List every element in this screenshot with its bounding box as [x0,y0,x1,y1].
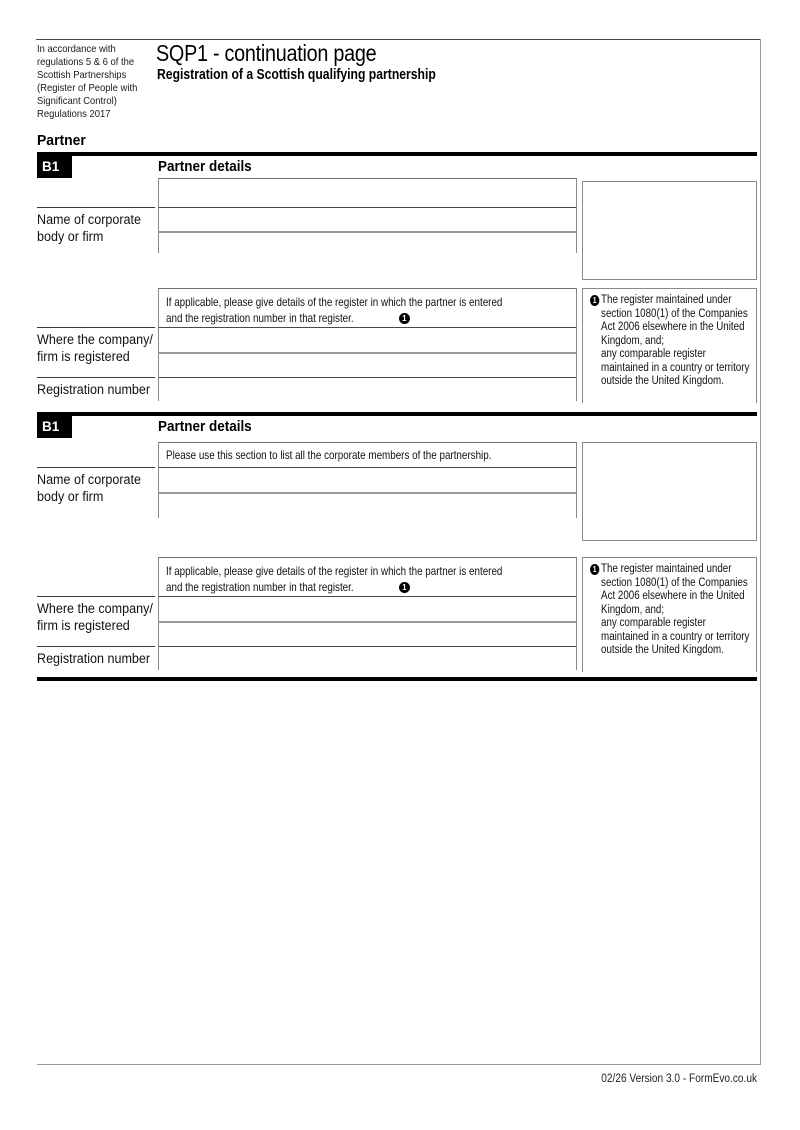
s2-name-label-rule [37,467,155,468]
s2-note-para-1 [590,563,752,617]
s1-where-registered-label: Where the company/ firm is registered [37,332,153,364]
s1-section-badge: B1 [37,156,72,178]
section-end-double-rule [37,677,757,681]
s2-name-row-3[interactable] [158,492,577,518]
s1-name-label: Name of corporate body or firm [37,212,141,244]
s1-section-bar [37,152,757,156]
s1-where-registered-row-1[interactable] [158,327,577,352]
s2-section-badge: B1 [37,416,72,438]
s2-where-registered-label: Where the company/ firm is registered [37,601,153,633]
regulation-note: In accordance with regulations 5 & 6 of the Scottish Partnerships (Register of People with Significant Control) Regulations 2017 [37,43,138,120]
s1-footnote-1-icon: 1 [399,313,410,324]
page-top-border [36,39,761,40]
s2-name-row-2[interactable] [158,467,577,492]
s2-registration-number-row[interactable] [158,646,577,670]
s1-register-prompt-line1: If applicable, please give details of the register in which the partner is entered [166,295,503,309]
s1-side-note-box-empty [582,181,757,280]
s1-note-footnote-1-icon: 1 [590,295,599,306]
s1-registration-number-row[interactable] [158,377,577,401]
s2-section-title: Partner details [158,419,252,435]
s1-register-prompt-box [158,288,577,327]
s2-note-text-1: The register maintained under section 1080(1) of the Companies Act 2006 elsewhere in the United Kingdom, and; [601,563,748,616]
s1-name-label-rule [37,207,155,208]
s1-name-row-1[interactable] [158,178,577,207]
s1-name-row-3[interactable] [158,231,577,253]
footer-version-text [37,1073,757,1085]
s1-name-row-2[interactable] [158,207,577,231]
s2-where-registered-row-2[interactable] [158,621,577,646]
s1-where-label-rule [37,327,155,328]
s2-register-note-box [582,557,757,672]
page-bottom-border [37,1064,761,1065]
s2-register-prompt-line1: If applicable, please give details of the register in which the partner is entered [166,564,503,578]
s2-section-bar [37,412,757,416]
s2-where-label-rule [37,596,155,597]
footer-version-label: 02/26 Version 3.0 - FormEvo.co.uk [601,1073,757,1085]
form-title: SQP1 - continuation page [156,40,377,66]
s1-register-note-box [582,288,757,403]
s1-section-title: Partner details [158,159,252,175]
s1-registration-number-label: Registration number [37,382,151,397]
s2-note-footnote-1-icon: 1 [590,564,599,575]
s2-footnote-1-icon: 1 [399,582,410,593]
s2-where-registered-row-1[interactable] [158,596,577,621]
s2-name-label: Name of corporate body or firm [37,472,141,504]
partner-heading: Partner [37,132,86,149]
s1-note-para-2: any comparable register maintained in a country or territory outside the United Kingdom. [601,348,750,387]
s2-name-row-1[interactable] [158,442,577,467]
s1-register-prompt-line2: and the registration number in that register. [166,311,354,325]
s1-note-para-1 [590,294,752,348]
s2-side-note-box-empty [582,442,757,541]
s1-where-registered-row-2[interactable] [158,352,577,377]
s1-note-text-1: The register maintained under section 1080(1) of the Companies Act 2006 elsewhere in the United Kingdom, and; [601,294,748,347]
form-subtitle: Registration of a Scottish qualifying partnership [157,67,436,83]
page-right-border [760,39,761,1064]
s2-register-prompt-line2: and the registration number in that register. [166,580,354,594]
s2-instruction-text: Please use this section to list all the corporate members of the partnership. [166,448,492,462]
s2-register-prompt-box [158,557,577,596]
s2-registration-number-label: Registration number [37,651,151,666]
s2-regnum-label-rule [37,646,155,647]
s1-regnum-label-rule [37,377,155,378]
s2-note-para-2: any comparable register maintained in a country or territory outside the United Kingdom. [601,617,750,656]
